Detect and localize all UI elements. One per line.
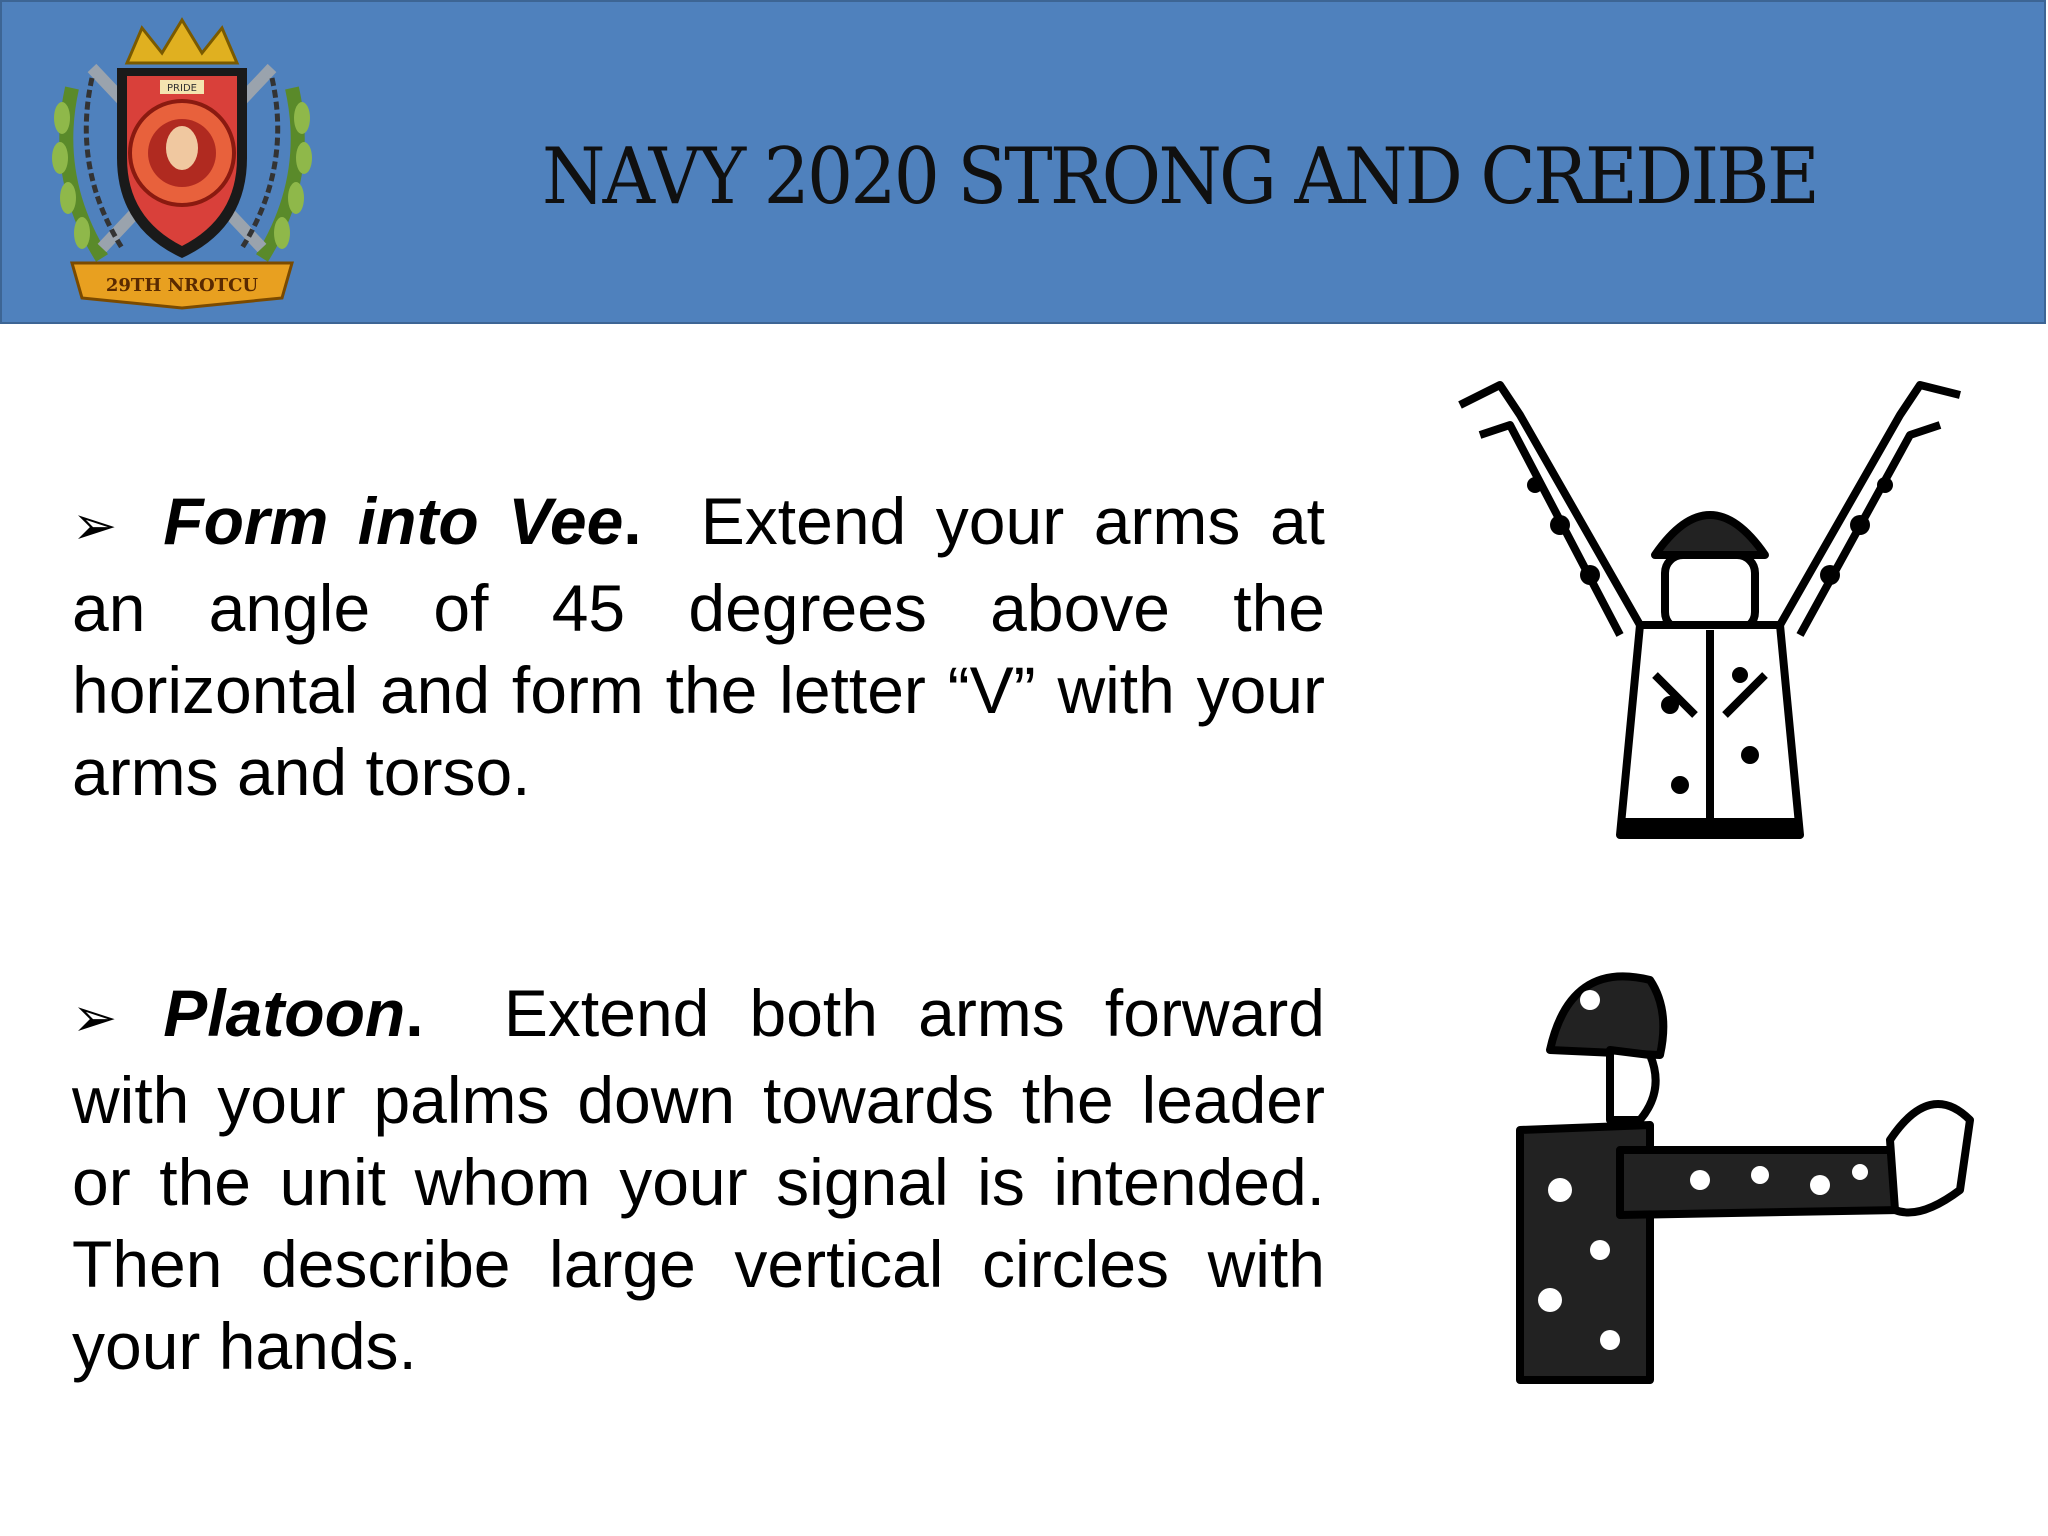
arrow-bullet-icon: ➢ [72,988,118,1048]
instruction-platoon [72,972,1325,1387]
arrow-bullet-icon: ➢ [72,496,118,556]
svg-text:29TH NROTCU: 29TH NROTCU [105,275,259,296]
slide-header [0,0,2046,324]
term-period: . [405,976,424,1050]
soldier-arms-forward-illustration [1500,960,1980,1400]
soldier-arms-raised-illustration [1440,375,1980,850]
signal-term: Platoon [163,976,406,1050]
signal-description: Extend your arms at an angle of 45 degrees above the horizontal and form the letter “V” with your arms and torso. [72,484,1325,809]
navy-unit-emblem-logo [32,8,332,318]
term-period: . [623,484,642,558]
instruction-form-into-vee [72,480,1325,813]
signal-term: Form into Vee [163,484,624,558]
slide-title: NAVY 2020 STRONG AND CREDIBE [542,132,1818,222]
svg-text:PRIDE: PRIDE [167,83,197,94]
signal-description: Extend both arms forward with your palms down towards the leader or the unit whom your signal is intended. Then describe large vertical circles with your hands. [72,976,1325,1383]
